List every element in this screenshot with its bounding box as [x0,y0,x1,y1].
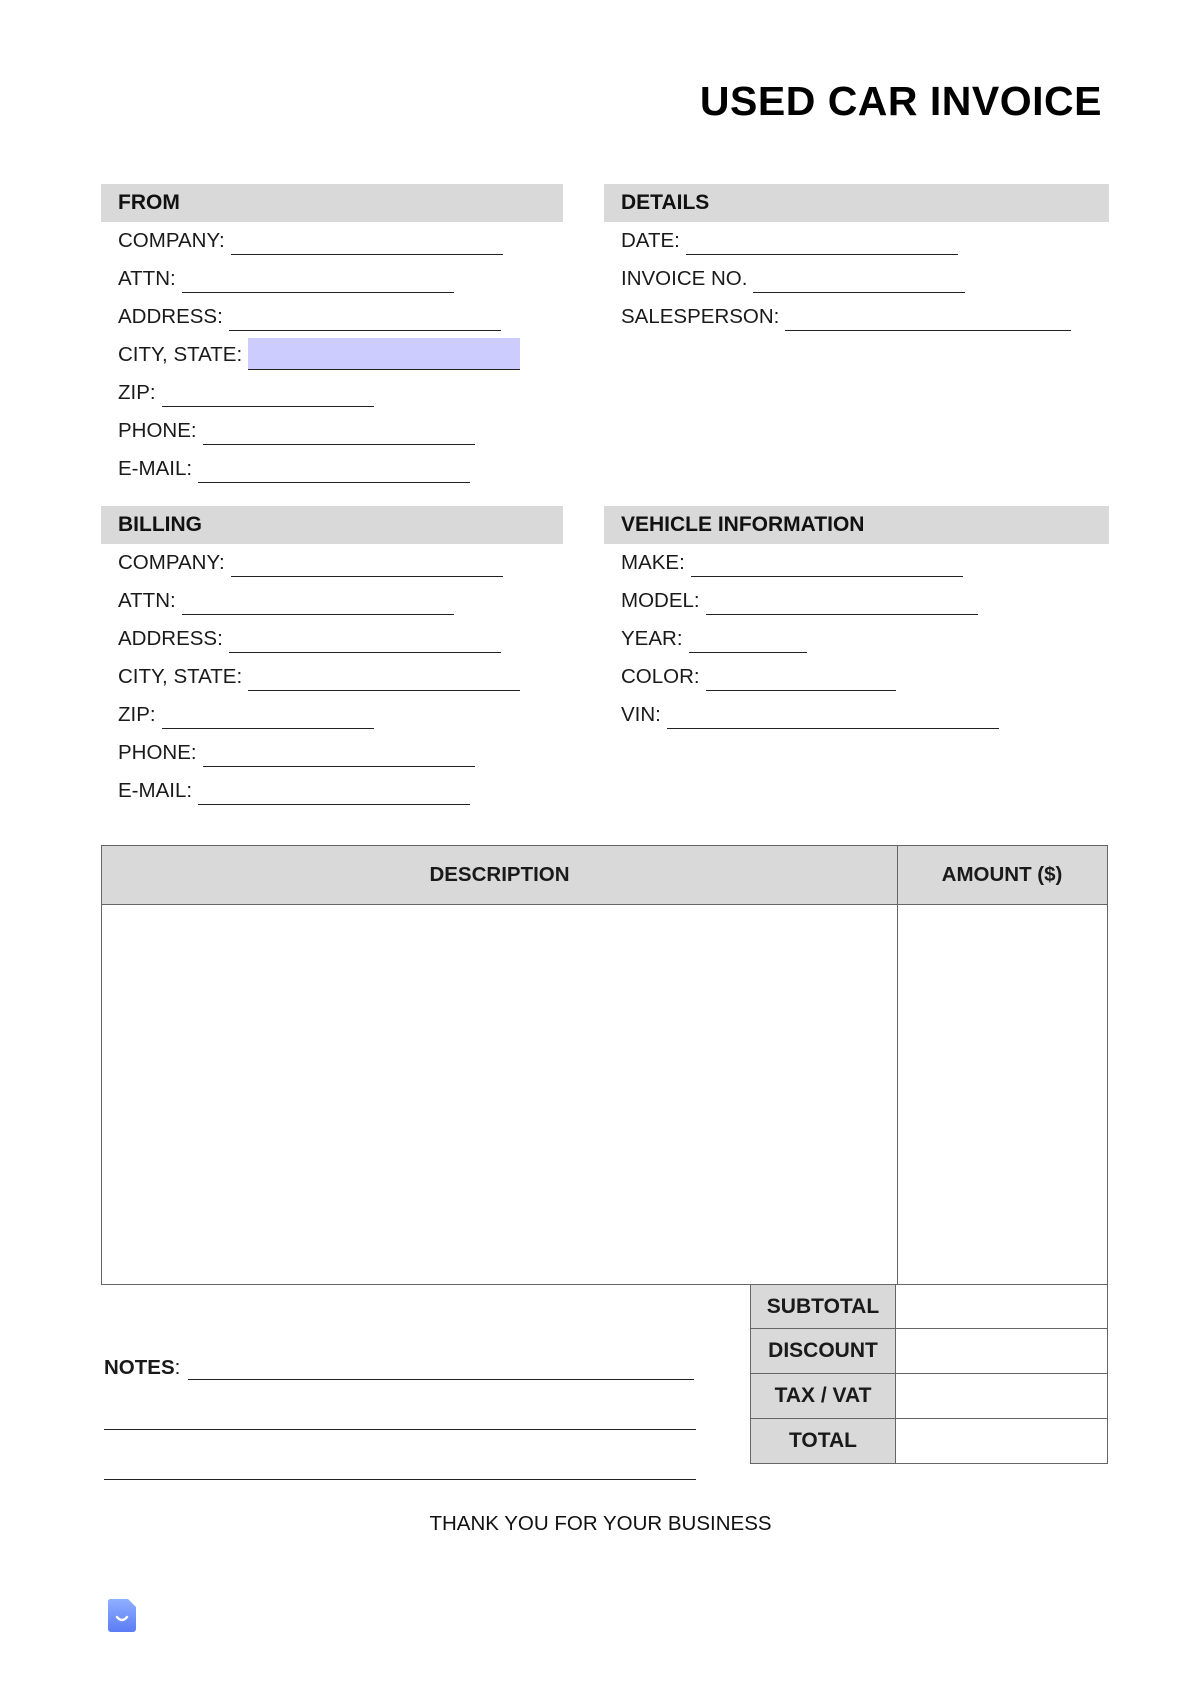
vehicle-make-field[interactable] [604,544,1109,582]
notes-input-1[interactable] [188,1359,694,1380]
details-invoice-no-label: INVOICE NO. [621,267,748,290]
subtotal-value[interactable] [896,1284,1108,1329]
billing-address-input[interactable] [229,631,501,653]
tax-value[interactable] [896,1374,1108,1419]
details-salesperson-label: SALESPERSON: [621,305,780,328]
invoice-title: USED CAR INVOICE [699,78,1102,124]
details-date-field[interactable] [604,222,1109,260]
subtotal-label: SUBTOTAL [750,1284,896,1329]
vehicle-vin-field[interactable] [604,696,1109,734]
billing-company-input[interactable] [231,555,503,577]
from-zip-label: ZIP: [118,381,156,404]
billing-city-state-label: CITY, STATE: [118,665,243,688]
thank-you-message: THANK YOU FOR YOUR BUSINESS [429,1512,772,1535]
billing-zip-label: ZIP: [118,703,156,726]
billing-attn-input[interactable] [182,593,454,615]
notes-section [104,1330,696,1480]
billing-address-label: ADDRESS: [118,627,223,650]
document-logo-icon [106,1597,138,1633]
vehicle-year-label: YEAR: [621,627,683,650]
billing-city-state-field[interactable] [101,658,563,696]
vehicle-model-field[interactable] [604,582,1109,620]
description-cell[interactable] [102,904,897,1284]
vehicle-model-input[interactable] [706,593,978,615]
notes-input-2[interactable] [104,1409,696,1430]
tax-label: TAX / VAT [750,1374,896,1419]
billing-heading: BILLING [101,506,563,544]
billing-zip-field[interactable] [101,696,563,734]
billing-attn-label: ATTN: [118,589,176,612]
from-zip-field[interactable] [101,374,563,412]
from-phone-field[interactable] [101,412,563,450]
from-attn-label: ATTN: [118,267,176,290]
billing-company-field[interactable] [101,544,563,582]
details-heading: DETAILS [604,184,1109,222]
details-invoice-no-field[interactable] [604,260,1109,298]
details-salesperson-input[interactable] [785,309,1071,331]
from-phone-label: PHONE: [118,419,197,442]
notes-line-1[interactable] [104,1330,696,1380]
total-label: TOTAL [750,1419,896,1464]
vehicle-model-label: MODEL: [621,589,700,612]
notes-line-3[interactable] [104,1430,696,1480]
line-items-header [102,846,1107,905]
total-row [750,1419,1108,1464]
from-city-state-field[interactable] [101,336,563,374]
billing-email-field[interactable] [101,772,563,810]
billing-email-label: E-MAIL: [118,779,193,802]
vehicle-vin-label: VIN: [621,703,661,726]
from-section [101,184,563,488]
vehicle-color-input[interactable] [706,669,896,691]
vehicle-year-input[interactable] [689,631,807,653]
details-invoice-no-input[interactable] [753,271,965,293]
notes-label: NOTES [104,1356,175,1379]
from-address-input[interactable] [229,309,501,331]
line-items-table [101,845,1108,1285]
billing-address-field[interactable] [101,620,563,658]
from-company-label: COMPANY: [118,229,225,252]
from-attn-field[interactable] [101,260,563,298]
from-phone-input[interactable] [203,423,475,445]
vehicle-year-field[interactable] [604,620,1109,658]
details-date-label: DATE: [621,229,680,252]
from-email-field[interactable] [101,450,563,488]
billing-phone-label: PHONE: [118,741,197,764]
billing-phone-field[interactable] [101,734,563,772]
details-salesperson-field[interactable] [604,298,1109,336]
from-address-label: ADDRESS: [118,305,223,328]
from-city-state-input[interactable] [248,338,520,370]
billing-email-input[interactable] [198,783,470,805]
vehicle-vin-input[interactable] [667,707,999,729]
vehicle-color-label: COLOR: [621,665,700,688]
vehicle-section [604,506,1109,734]
totals-table [750,1284,1108,1464]
from-attn-input[interactable] [182,271,454,293]
from-city-state-label: CITY, STATE: [118,343,243,366]
notes-input-3[interactable] [104,1459,696,1480]
billing-phone-input[interactable] [203,745,475,767]
vehicle-heading: VEHICLE INFORMATION [604,506,1109,544]
details-date-input[interactable] [686,233,958,255]
notes-line-2[interactable] [104,1380,696,1430]
subtotal-row [750,1284,1108,1329]
discount-value[interactable] [896,1329,1108,1374]
details-section [604,184,1109,336]
description-header: DESCRIPTION [429,863,570,886]
from-company-field[interactable] [101,222,563,260]
vehicle-color-field[interactable] [604,658,1109,696]
billing-company-label: COMPANY: [118,551,225,574]
from-zip-input[interactable] [162,385,374,407]
from-email-label: E-MAIL: [118,457,193,480]
billing-city-state-input[interactable] [248,669,520,691]
tax-row [750,1374,1108,1419]
amount-cell[interactable] [898,904,1107,1284]
billing-attn-field[interactable] [101,582,563,620]
discount-label: DISCOUNT [750,1329,896,1374]
total-value[interactable] [896,1419,1108,1464]
from-address-field[interactable] [101,298,563,336]
from-heading: FROM [101,184,563,222]
vehicle-make-input[interactable] [691,555,963,577]
billing-section [101,506,563,810]
discount-row [750,1329,1108,1374]
vehicle-make-label: MAKE: [621,551,685,574]
notes-colon: : [174,1356,181,1379]
billing-zip-input[interactable] [162,707,374,729]
from-company-input[interactable] [231,233,503,255]
amount-header: AMOUNT ($) [941,863,1063,886]
from-email-input[interactable] [198,461,470,483]
